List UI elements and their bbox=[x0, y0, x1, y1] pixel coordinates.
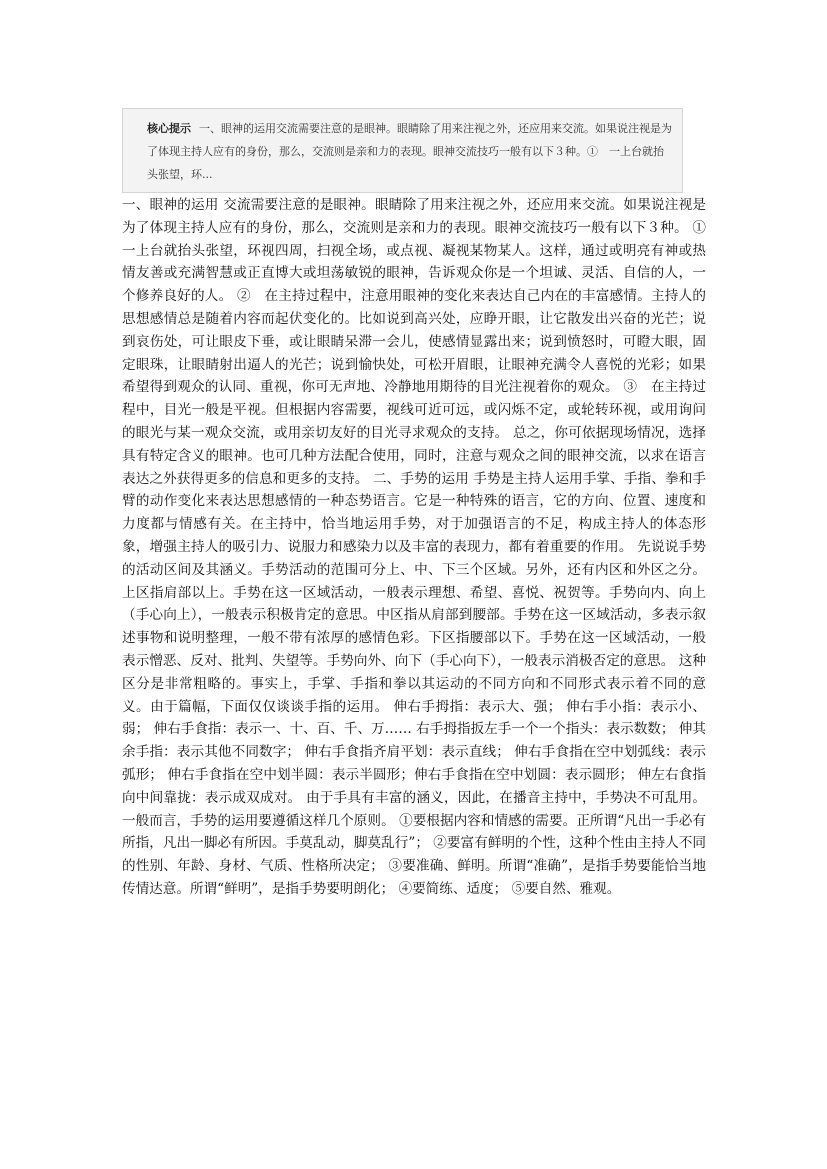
summary-box bbox=[122, 108, 683, 193]
article-paragraph: 一、眼神的运用 交流需要注意的是眼神。眼睛除了用来注视之外，还应用来交流。如果说注视是为了体现主持人应有的身份，那么，交流则是亲和力的表现。眼神交流技巧一般有以下３种。 ① 一上台就抬头张望，环视四周，扫视全场，或点视、凝视某物某人。这样，通过或明亮有神或热情友善或充满智慧或正直博大或坦荡敏锐的眼神，告诉观众你是一个坦诚、灵活、自信的人，一个修养良好的人。 ② 在主持过程中，注意用眼神的变化来表达自己内在的丰富感情。主持人的思想感情总是随着内容而起伏变化的。比如说到高兴处，应睁开眼，让它散发出兴奋的光芒；说到哀伤处，可让眼皮下垂，或让眼睛呆滞一会儿，使感情显露出来；说到愤怒时，可瞪大眼，固定眼珠，让眼睛射出逼人的光芒；说到愉快处，可松开眉眼，让眼神充满令人喜悦的光彩；如果希望得到观众的认同、重视，你可无声地、冷静地用期待的目光注视着你的观众。 ③ 在主持过程中，目光一般是平视。但根据内容需要，视线可近可远，或闪烁不定，或轮转环视，或用询问的眼光与某一观众交流，或用亲切友好的目光寻求观众的支持。 总之，你可依据现场情况，选择具有特定含义的眼神。也可几种方法配合使用，同时，注意与观众之间的眼神交流，以求在语言表达之外获得更多的信息和更多的支持。 二、手势的运用 手势是主持人运用手掌、手指、拳和手臂的动作变化来表达思想感情的一种态势语言。它是一种特殊的语言，它的方向、位置、速度和力度都与情感有关。在主持中，恰当地运用手势，对于加强语言的不足，构成主持人的体态形象，增强主持人的吸引力、说服力和感染力以及丰富的表现力，都有着重要的作用。 先说说手势的活动区间及其涵义。手势活动的范围可分上、中、下三个区域。另外，还有内区和外区之分。上区指肩部以上。手势在这一区域活动，一般表示理想、希望、喜悦、祝贺等。手势向内、向上（手心向上），一般表示积极肯定的意思。中区指从肩部到腰部。手势在这一区域活动，多表示叙述事物和说明整理，一般不带有浓厚的感情色彩。下区指腰部以下。手势在这一区域活动，一般表示憎恶、反对、批判、失望等。手势向外、向下（手心向下），一般表示消极否定的意思。 这种区分是非常粗略的。事实上，手掌、手指和拳以其运动的不同方向和不同形式表示着不同的意义。由于篇幅，下面仅仅谈谈手指的运用。 伸右手拇指：表示大、强； 伸右手小指：表示小、弱； 伸右手食指：表示一、十、百、千、万…… 右手拇指扳左手一个一个指头：表示数数； 伸其余手指：表示其他不同数字； 伸右手食指齐肩平划：表示直线； 伸右手食指在空中划弧线：表示弧形； 伸右手食指在空中划半圆：表示半圆形；伸右手食指在空中划圆：表示圆形； 伸左右食指向中间靠拢：表示成双成对。 由于手具有丰富的涵义，因此，在播音主持中，手势决不可乱用。一般而言，手势的运用要遵循这样几个原则。 ①要根据内容和情感的需要。正所谓“凡出一手必有所指，凡出一脚必有所因。手莫乱动，脚莫乱行”； ②要富有鲜明的个性，这种个性由主持人不同的性别、年龄、身材、气质、性格所决定； ③要准确、鲜明。所谓“准确”，是指手势要能恰当地传情达意。所谓“鲜明”，是指手势要明朗化； ④要简练、适度； ⑤要自然、雅观。 bbox=[122, 197, 720, 897]
summary-label: 核心提示 bbox=[147, 122, 191, 135]
summary-text: 一、眼神的运用交流需要注意的是眼神。眼睛除了用来注视之外，还应用来交流。如果说注视是为了体现主持人应有的身份，那么，交流则是亲和力的表现。眼神交流技巧一般有以下３种。① 一上台就抬头张望，环... bbox=[147, 122, 672, 181]
article-body bbox=[122, 194, 720, 901]
